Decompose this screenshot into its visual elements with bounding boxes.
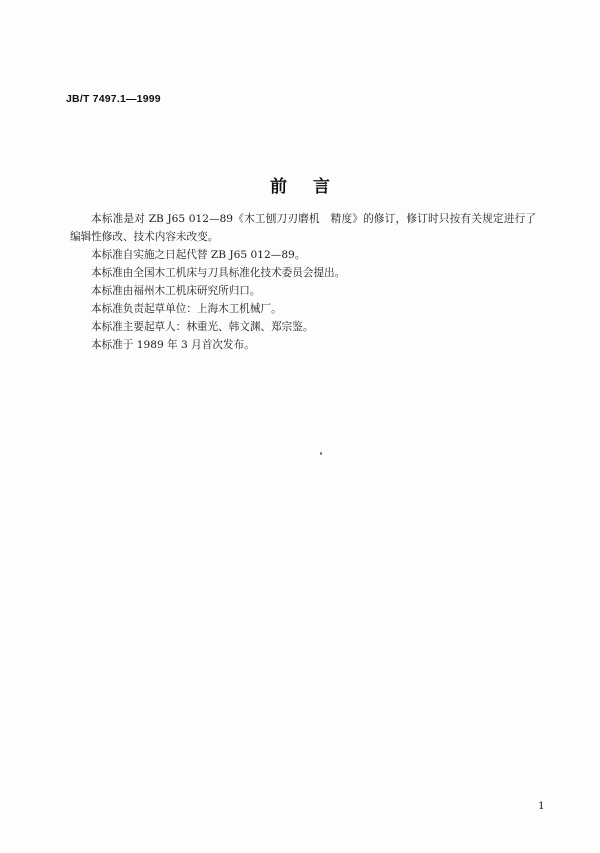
standard-number: JB/T 7497.1—1999 — [66, 93, 161, 105]
paragraph: 本标准负责起草单位：上海木工机械厂。 — [91, 303, 282, 315]
section-title: 前言 — [270, 177, 356, 197]
paragraph: 本标准由全国木工机床与刀具标准化技术委员会提出。 — [91, 267, 346, 279]
paragraph: 本标准自实施之日起代替 ZB J65 012—89。 — [91, 249, 306, 261]
paragraph: 本标准是对 ZB J65 012—89《木工刨刀刃磨机 精度》的修订，修订时只按有关规定进行了编辑性修改、技术内容未改变。 — [70, 213, 536, 243]
paragraph: 本标准于 1989 年 3 月首次发布。 — [91, 339, 255, 351]
scan-speck — [320, 452, 322, 455]
page-number: 1 — [538, 800, 545, 812]
paragraph: 本标准主要起草人：林重光、韩文渊、郑宗鉴。 — [91, 321, 314, 333]
foreword-body — [70, 210, 536, 354]
paragraph: 本标准由福州木工机床研究所归口。 — [91, 285, 261, 297]
